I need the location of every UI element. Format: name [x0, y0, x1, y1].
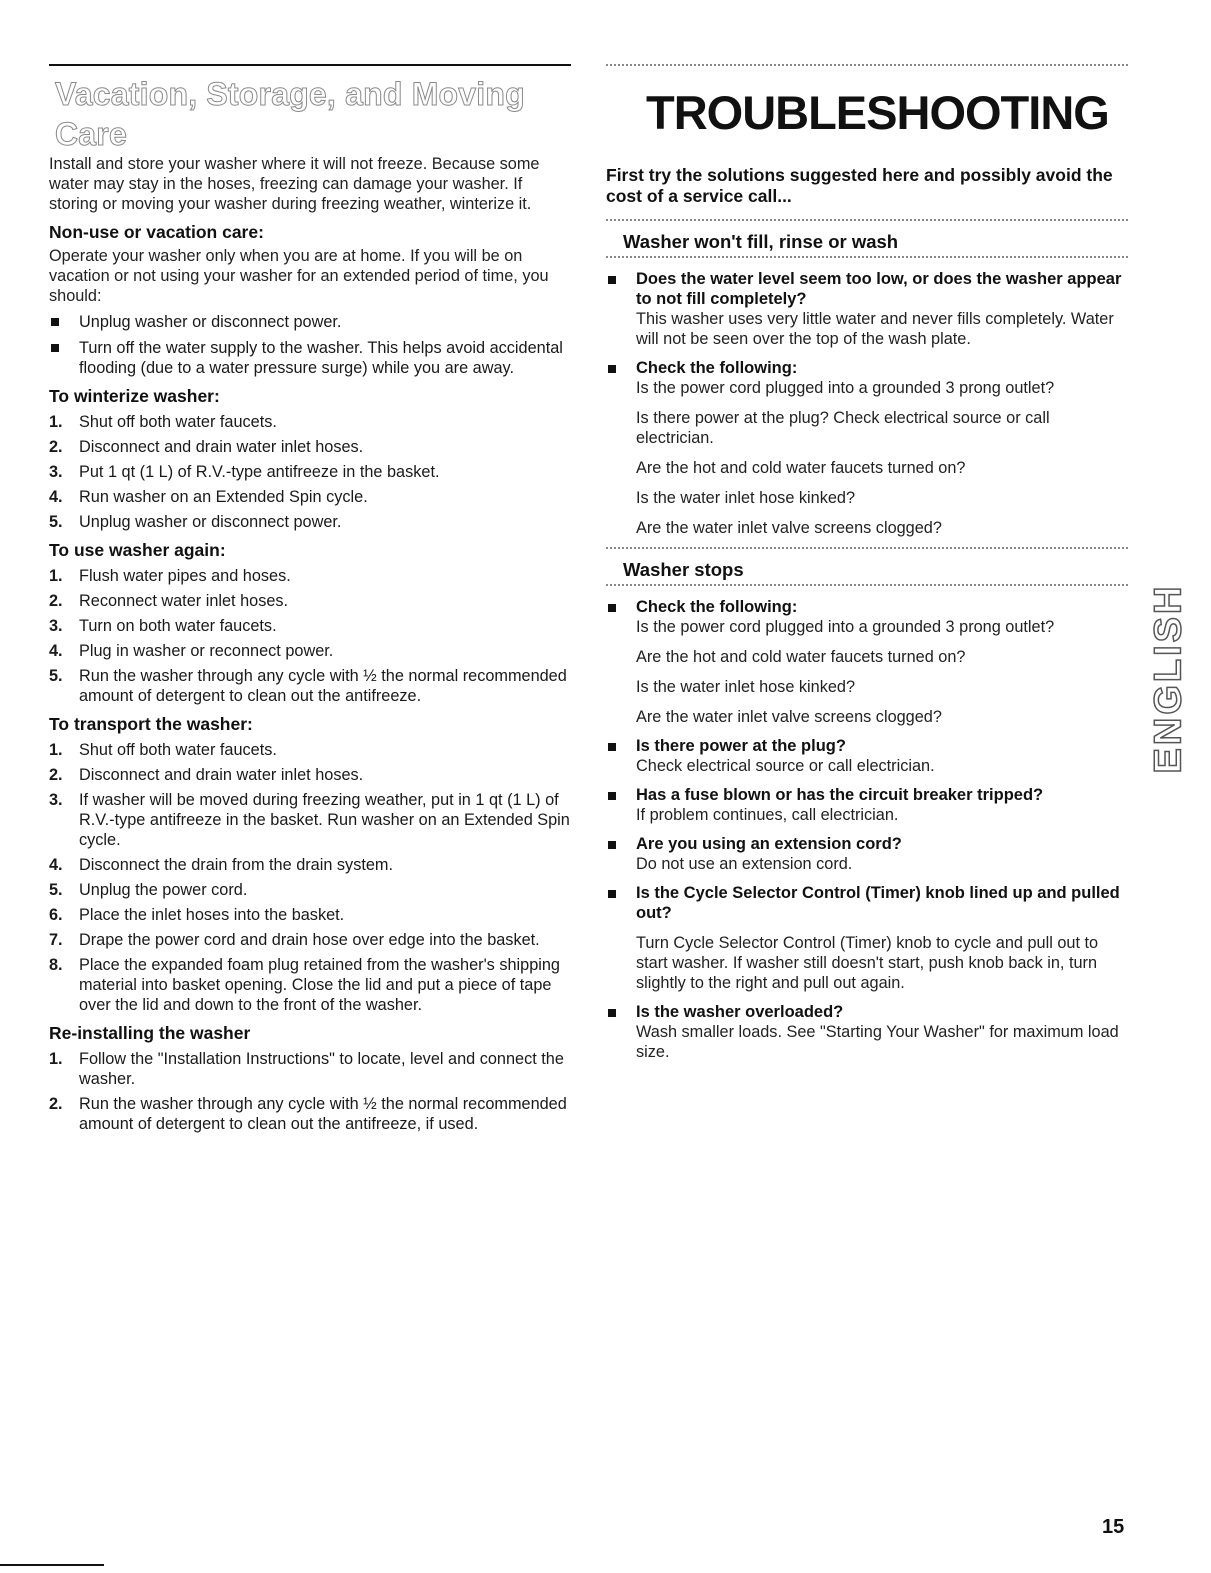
list-item: [49, 412, 571, 432]
reinstall-steps: [49, 1049, 571, 1134]
list-item: [606, 736, 1128, 776]
list-item: [606, 834, 1128, 874]
step-number: 6.: [49, 906, 63, 924]
step-text: Run the washer through any cycle with ½ the normal recommended amount of detergent to clean out the antifreeze.: [79, 667, 567, 705]
step-text: Unplug the power cord.: [79, 881, 248, 899]
question: Check the following:: [636, 359, 798, 377]
list-item: Turn off the water supply to the washer. This helps avoid accidental flooding (due to a water pressure surge) while you are away.: [49, 338, 571, 378]
answer: Turn Cycle Selector Control (Timer) knob to cycle and pull out to start washer. If washer still doesn't start, push knob back in, turn slightly to the right and pull out again.: [636, 934, 1099, 992]
problem-washer-stops: [606, 547, 1128, 1062]
step-number: 7.: [49, 931, 63, 949]
list-item: [606, 269, 1128, 349]
step-number: 1.: [49, 567, 63, 585]
list-item: [49, 1049, 571, 1089]
question: Check the following:: [636, 598, 798, 616]
list-item: [49, 512, 571, 532]
troubleshooting-lead: First try the solutions suggested here and possibly avoid the cost of a service call...: [606, 165, 1113, 206]
list-item: [606, 1002, 1128, 1062]
step-text: Plug in washer or reconnect power.: [79, 642, 334, 660]
list-item: [49, 790, 571, 850]
step-number: 4.: [49, 856, 63, 874]
step-text: Place the inlet hoses into the basket.: [79, 906, 345, 924]
list-item: [49, 855, 571, 875]
intro-paragraph: Install and store your washer where it will not freeze. Because some water may stay in the hoses, freezing can damage your washer. If storing or moving your washer during freezing weather, winterize it.: [49, 155, 540, 213]
step-text: Drape the power cord and drain hose over edge into the basket.: [79, 931, 540, 949]
step-number: 3.: [49, 791, 63, 809]
question: Is there power at the plug?: [636, 737, 846, 755]
dotted-rule: [606, 584, 1128, 589]
step-number: 2.: [49, 766, 63, 784]
dotted-rule: [606, 64, 1128, 69]
answer: Are the hot and cold water faucets turned on?: [636, 648, 966, 666]
answer: Are the water inlet valve screens clogged?: [636, 708, 942, 726]
step-number: 1.: [49, 413, 63, 431]
vacation-storage-section: [49, 64, 571, 1139]
question: Is the washer overloaded?: [636, 1003, 844, 1021]
list-item: [49, 880, 571, 900]
section-title: Vacation, Storage, and Moving Care: [55, 76, 525, 152]
list-item: [49, 566, 571, 586]
step-number: 2.: [49, 438, 63, 456]
step-number: 2.: [49, 592, 63, 610]
list-item: Unplug washer or disconnect power.: [49, 312, 571, 332]
list-item: [606, 785, 1128, 825]
step-text: Reconnect water inlet hoses.: [79, 592, 289, 610]
winterize-heading: To winterize washer:: [49, 386, 220, 406]
step-text: Disconnect the drain from the drain system.: [79, 856, 394, 874]
step-number: 1.: [49, 741, 63, 759]
step-number: 2.: [49, 1095, 63, 1113]
question-list: [606, 269, 1128, 538]
step-number: 1.: [49, 1050, 63, 1068]
nonuse-text: Operate your washer only when you are at home. If you will be on vacation or not using your washer for an extended period of time, you should:: [49, 247, 549, 305]
answer: This washer uses very little water and never fills completely. Water will not be seen over the top of the wash plate.: [636, 310, 1114, 348]
language-label: ENGLISH: [1147, 583, 1190, 773]
answer: Is there power at the plug? Check electrical source or call electrician.: [636, 409, 1050, 447]
footer-rule: [0, 1564, 104, 1566]
winterize-steps: [49, 412, 571, 532]
problem-heading: Washer won't fill, rinse or wash: [623, 231, 899, 252]
answer: Is the water inlet hose kinked?: [636, 678, 856, 696]
list-item: [49, 765, 571, 785]
answer: Are the water inlet valve screens clogged?: [636, 519, 942, 537]
problem-heading: Washer stops: [623, 559, 744, 580]
list-item: [606, 358, 1128, 538]
list-item: [49, 437, 571, 457]
answer: Do not use an extension cord.: [636, 855, 853, 873]
step-text: Unplug washer or disconnect power.: [79, 513, 342, 531]
use-again-steps: [49, 566, 571, 706]
step-number: 3.: [49, 617, 63, 635]
question: Are you using an extension cord?: [636, 835, 902, 853]
step-text: Run the washer through any cycle with ½ the normal recommended amount of detergent to clean out the antifreeze, if used.: [79, 1095, 567, 1133]
question-list: [606, 597, 1128, 1062]
step-text: Disconnect and drain water inlet hoses.: [79, 766, 364, 784]
step-text: Shut off both water faucets.: [79, 741, 277, 759]
dotted-rule: [606, 256, 1128, 261]
list-item: [49, 616, 571, 636]
step-number: 3.: [49, 463, 63, 481]
step-number: 4.: [49, 642, 63, 660]
step-text: Flush water pipes and hoses.: [79, 567, 291, 585]
list-item: [606, 883, 1128, 993]
step-number: 5.: [49, 513, 63, 531]
list-item: [49, 666, 571, 706]
step-text: Follow the "Installation Instructions" to locate, level and connect the washer.: [79, 1050, 564, 1088]
list-item: [49, 740, 571, 760]
answer: Wash smaller loads. See "Starting Your Washer" for maximum load size.: [636, 1023, 1119, 1061]
problem-wont-fill: [606, 219, 1128, 538]
language-side-tab: [1147, 566, 1190, 790]
answer: If problem continues, call electrician.: [636, 806, 899, 824]
step-text: Disconnect and drain water inlet hoses.: [79, 438, 364, 456]
list-item: [49, 905, 571, 925]
list-item: [49, 591, 571, 611]
step-text: Turn on both water faucets.: [79, 617, 277, 635]
step-text: Run washer on an Extended Spin cycle.: [79, 488, 368, 506]
use-again-heading: To use washer again:: [49, 540, 226, 560]
transport-steps: [49, 740, 571, 1015]
step-text: Shut off both water faucets.: [79, 413, 277, 431]
list-item: [606, 597, 1128, 727]
section-top-rule: [49, 64, 571, 66]
question: Is the Cycle Selector Control (Timer) knob lined up and pulled out?: [636, 884, 1120, 922]
nonuse-heading: Non-use or vacation care:: [49, 222, 264, 242]
answer: Is the water inlet hose kinked?: [636, 489, 856, 507]
step-number: 8.: [49, 956, 63, 974]
step-number: 5.: [49, 881, 63, 899]
page-number: 15: [1102, 1516, 1125, 1538]
answer: Check electrical source or call electrician.: [636, 757, 935, 775]
list-item: [49, 1094, 571, 1134]
troubleshooting-title: TROUBLESHOOTING: [646, 86, 1109, 139]
troubleshooting-section: [606, 64, 1128, 1071]
question: Has a fuse blown or has the circuit breaker tripped?: [636, 786, 1044, 804]
answer: Are the hot and cold water faucets turned on?: [636, 459, 966, 477]
step-text: If washer will be moved during freezing weather, put in 1 qt (1 L) of R.V.-type antifreeze in the basket. Run washer on an Extended Spin cycle.: [79, 791, 570, 849]
answer: Is the power cord plugged into a grounded 3 prong outlet?: [636, 618, 1055, 636]
transport-heading: To transport the washer:: [49, 714, 253, 734]
step-number: 5.: [49, 667, 63, 685]
list-item: [49, 641, 571, 661]
list-item: [49, 930, 571, 950]
list-item: [49, 462, 571, 482]
question: Does the water level seem too low, or does the washer appear to not fill completely?: [636, 270, 1122, 308]
step-text: Place the expanded foam plug retained from the washer's shipping material into basket opening. Close the lid and put a piece of tape over the lid and down to the front of the washer.: [79, 956, 560, 1014]
list-item: [49, 487, 571, 507]
step-number: 4.: [49, 488, 63, 506]
nonuse-bullet-list: [49, 312, 571, 378]
reinstall-heading: Re-installing the washer: [49, 1023, 251, 1043]
list-item: [49, 955, 571, 1015]
answer: Is the power cord plugged into a grounded 3 prong outlet?: [636, 379, 1055, 397]
step-text: Put 1 qt (1 L) of R.V.-type antifreeze in the basket.: [79, 463, 440, 481]
